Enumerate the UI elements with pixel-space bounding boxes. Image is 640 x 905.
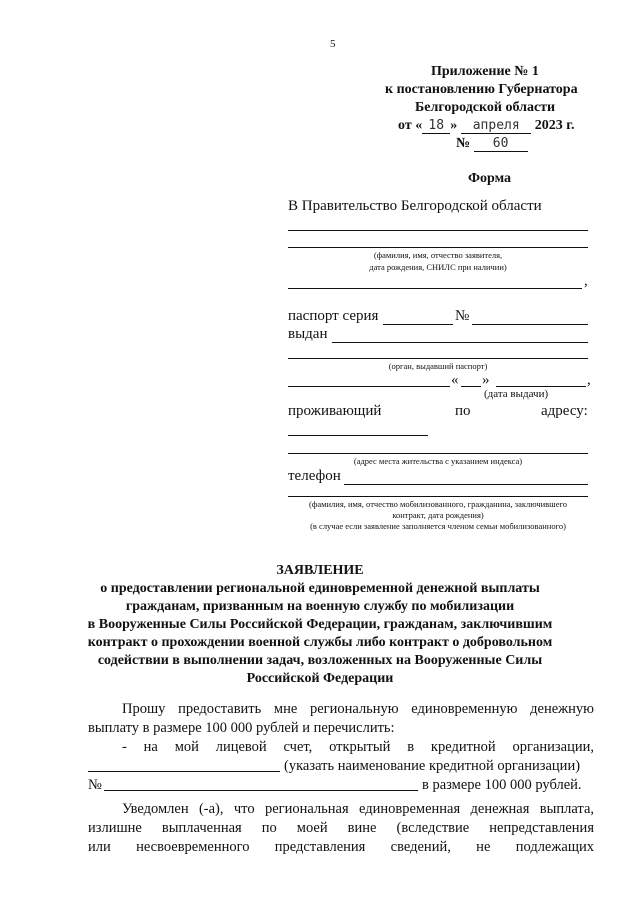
address-field-2[interactable]	[288, 453, 588, 454]
statement-title: ЗАЯВЛЕНИЕ	[276, 563, 364, 578]
comma: ,	[584, 273, 588, 289]
phone-label: телефон	[288, 468, 341, 484]
body-p3-line1: Уведомлен (-а), что региональная единовременная денежная выплата,	[122, 801, 594, 817]
hint-applicant-1: (фамилия, имя, отчество заявителя,	[373, 250, 503, 260]
statement-subtitle-5: содействии в выполнении задач, возложенных на Вооруженные Силы	[97, 653, 543, 668]
issued-field[interactable]	[332, 342, 588, 343]
number-prefix: №	[456, 136, 471, 151]
quote-close: »	[482, 372, 490, 388]
body-p2-line2: (указать наименование кредитной организации)	[284, 758, 581, 774]
issue-month-year-field[interactable]	[496, 386, 586, 387]
body-p3-line3: или несвоевременного представления сведений, не подлежащих	[88, 839, 594, 855]
applicant-line-2[interactable]	[288, 247, 588, 248]
statement-subtitle-3: в Вооруженные Силы Российской Федерации, гражданам, заключившим	[87, 617, 553, 632]
statement-subtitle-2: гражданам, призванным на военную службу по мобилизации	[125, 599, 515, 614]
passport-series-label: паспорт серия	[288, 308, 379, 324]
at-label: по	[455, 403, 471, 419]
hint-mobilized-2: контракт, дата рождения)	[392, 510, 484, 520]
passport-series-field[interactable]	[383, 324, 453, 325]
issued-field-2[interactable]	[288, 358, 588, 359]
hint-address: (адрес места жительства с указанием индекса)	[353, 456, 523, 466]
appendix-title: Приложение № 1	[431, 64, 539, 79]
addressee: В Правительство Белгородской области	[288, 198, 542, 214]
comma-2: ,	[587, 372, 591, 388]
page-number: 5	[330, 38, 336, 50]
hint-mobilized-1: (фамилия, имя, отчество мобилизованного, гражданина, заключившего	[308, 499, 567, 509]
body-p1-line1: Прошу предоставить мне региональную единовременную денежную	[122, 701, 594, 717]
issued-label: выдан	[288, 326, 328, 342]
statement-subtitle-4: контракт о прохождении военной службы либо контракт о добровольном	[87, 635, 553, 650]
applicant-line-3[interactable]	[288, 288, 582, 289]
body-p3-line2: излишне выплаченная по моей вине (вследствие непредставления	[88, 820, 594, 836]
date-month: апреля	[461, 118, 531, 134]
issuer-continue-field[interactable]	[288, 386, 450, 387]
statement-subtitle-1: о предоставлении региональной единовременной денежной выплаты	[100, 581, 540, 596]
residing-label: проживающий	[288, 403, 382, 419]
appendix-date	[398, 118, 574, 134]
body-p1-line2: выплату в размере 100 000 рублей и перечислить:	[88, 720, 395, 736]
bank-name-field[interactable]	[88, 771, 280, 772]
date-prefix: от «	[398, 118, 423, 133]
quote-open: «	[451, 372, 459, 388]
passport-number-label: №	[455, 308, 470, 324]
form-label: Форма	[468, 171, 512, 186]
address-field-1[interactable]	[288, 435, 428, 436]
phone-field[interactable]	[344, 484, 588, 485]
date-year: 2023 г.	[534, 118, 575, 133]
hint-issue-date: (дата выдачи)	[484, 388, 549, 400]
body-p2-line1: - на мой лицевой счет, открытый в кредитной организации,	[122, 739, 594, 755]
mobilized-field[interactable]	[288, 496, 588, 497]
body-p2-line3: в размере 100 000 рублей.	[422, 777, 582, 793]
appendix-region: Белгородской области	[415, 100, 556, 115]
statement-subtitle-6: Российской Федерации	[246, 671, 394, 686]
hint-applicant-2: дата рождения, СНИЛС при наличии)	[369, 262, 507, 272]
account-number-field[interactable]	[104, 790, 418, 791]
appendix-number	[456, 136, 528, 152]
applicant-line-1[interactable]	[288, 230, 588, 231]
address-label: адресу:	[541, 403, 588, 419]
account-number-label: №	[88, 777, 102, 793]
number-value: 60	[474, 136, 528, 152]
hint-issuer: (орган, выдавший паспорт)	[388, 361, 488, 371]
date-day: 18	[422, 118, 450, 134]
issue-day-field[interactable]	[461, 386, 481, 387]
appendix-resolution: к постановлению Губернатора	[385, 82, 578, 97]
passport-number-field[interactable]	[472, 324, 588, 325]
date-sep: »	[450, 118, 458, 133]
hint-mobilized-3: (в случае если заявление заполняется членом семьи мобилизованного)	[310, 521, 566, 531]
